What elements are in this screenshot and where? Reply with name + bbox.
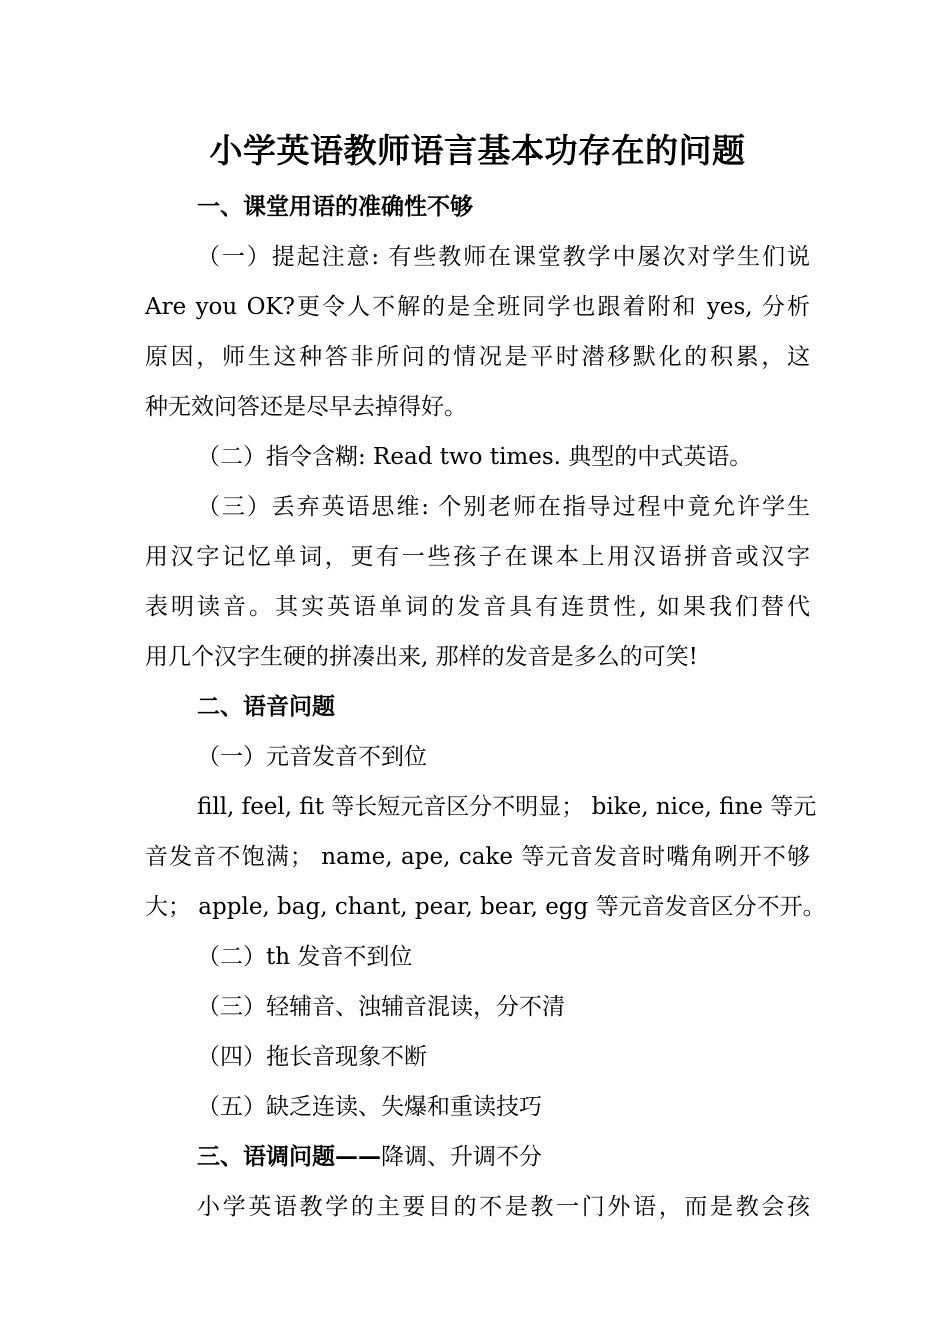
section-heading-3 [145,1132,810,1182]
section-heading-2: 二、语音问题 [197,693,335,720]
paragraph-line: Are you OK?更令人不解的是全班同学也跟着附和 yes, 分析 [145,294,810,320]
paragraph-line: （一）提起注意: 有些教师在课堂教学中屡次对学生们说 [197,244,810,270]
section-heading-3-bold: 三、语调问题—— [197,1143,381,1170]
section-heading-3-rest: 降调、升调不分 [381,1144,542,1170]
paragraph-line: 小学英语教学的主要目的不是教一门外语，而是教会孩 [197,1194,810,1220]
subsection-item: （三）轻辅音、浊辅音混读，分不清 [197,994,565,1020]
paragraph-line: 用几个汉字生硬的拼凑出来, 那样的发音是多么的可笑! [145,644,698,670]
paragraph-line: fill, feel, fit 等长短元音区分不明显； bike, nice, fine 等元 [197,794,817,820]
paragraph-line: （二）指令含糊: Read two times. 典型的中式英语。 [197,444,753,470]
subsection-item: （一）元音发音不到位 [197,744,427,770]
document-page [145,120,826,1232]
paragraph-line: 大； apple, bag, chant, pear, bear, egg 等元音发音区分不开。 [145,894,826,920]
subsection-item: （四）拖长音现象不断 [197,1044,427,1070]
subsection-item: （二）th 发音不到位 [197,944,413,970]
paragraph-line: 用汉字记忆单词，更有一些孩子在课本上用汉语拼音或汉字 [145,544,810,570]
paragraph-line: （三）丢弃英语思维: 个别老师在指导过程中竟允许学生 [197,494,810,520]
paragraph-line: 原因，师生这种答非所问的情况是平时潜移默化的积累，这 [145,344,810,370]
paragraph-line: 表明读音。其实英语单词的发音具有连贯性, 如果我们替代 [145,594,810,620]
document-title: 小学英语教师语言基本功存在的问题 [209,131,746,170]
section-heading-1: 一、课堂用语的准确性不够 [197,193,473,220]
paragraph-line: 音发音不饱满； name, ape, cake 等元音发音时嘴角咧开不够 [145,844,810,870]
paragraph-line: 种无效问答还是尽早去掉得好。 [145,394,467,420]
subsection-item: （五）缺乏连读、失爆和重读技巧 [197,1094,542,1120]
